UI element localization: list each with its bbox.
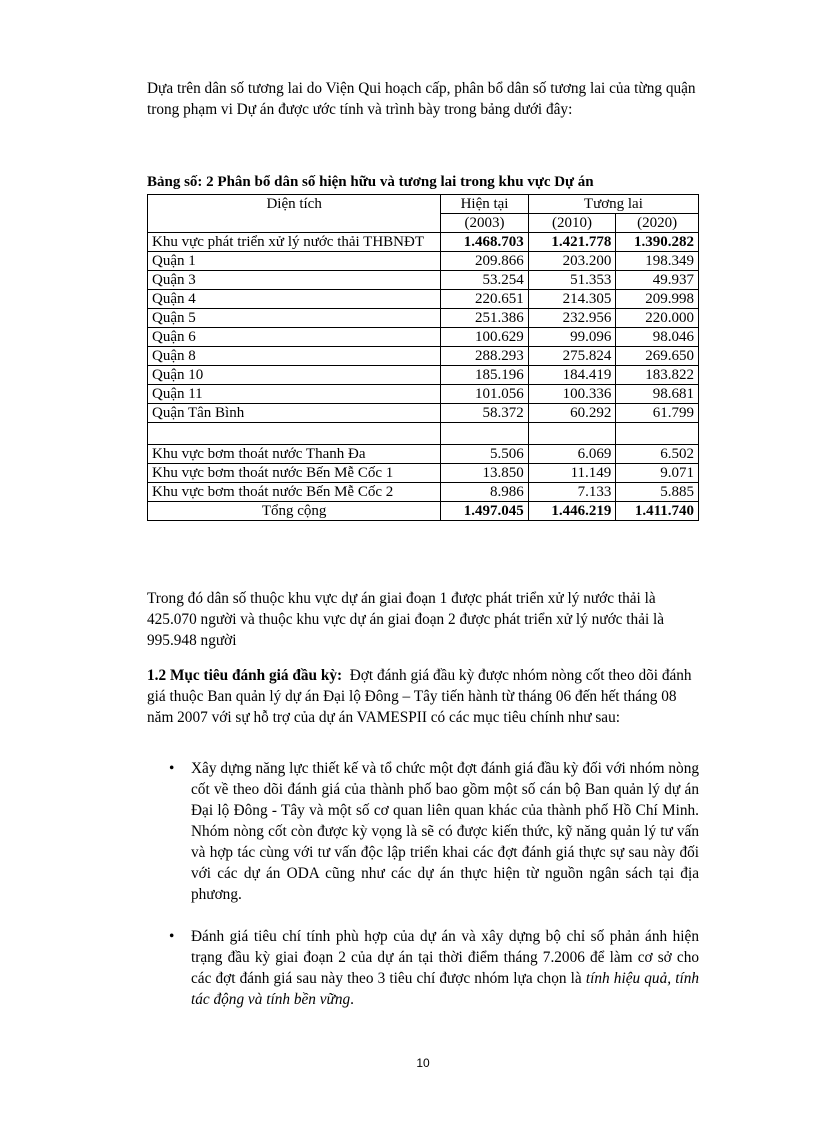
bullet-end: . (350, 991, 354, 1008)
table-row (148, 445, 699, 464)
row-2003: 100.629 (441, 328, 529, 347)
section-label: 1.2 Mục tiêu đánh giá đầu kỳ: (147, 667, 343, 684)
row-2003: 5.506 (441, 445, 529, 464)
table-caption: Bảng số: 2 Phân bổ dân số hiện hữu và tương lai trong khu vực Dự án (147, 174, 594, 190)
table-row (148, 309, 699, 328)
header-2020: (2020) (616, 214, 699, 233)
table-row (148, 328, 699, 347)
row-2010: 11.149 (528, 464, 616, 483)
table-total-row (148, 502, 699, 521)
table-row (148, 366, 699, 385)
header-2010: (2010) (528, 214, 616, 233)
row-name: Quận 1 (148, 252, 441, 271)
row-2010: 275.824 (528, 347, 616, 366)
row-2010: 6.069 (528, 445, 616, 464)
row-2003: 58.372 (441, 404, 529, 423)
row-name: Khu vực bơm thoát nước Bến Mễ Cốc 2 (148, 483, 441, 502)
table-row (148, 385, 699, 404)
table-row (148, 404, 699, 423)
row-name: Quận 3 (148, 271, 441, 290)
row-2010: 184.419 (528, 366, 616, 385)
row-name: Khu vực bơm thoát nước Bến Mễ Cốc 1 (148, 464, 441, 483)
list-item (147, 926, 699, 1010)
row-2003: 288.293 (441, 347, 529, 366)
row-2010: 60.292 (528, 404, 616, 423)
table-row (148, 252, 699, 271)
intro-paragraph: Dựa trên dân số tương lai do Viện Qui hoạch cấp, phân bổ dân số tương lai của từng quận trong phạm vi Dự án được ước tính và trình bày trong bảng dưới đây: (147, 80, 696, 118)
after-table-paragraph: Trong đó dân số thuộc khu vực dự án giai đoạn 1 được phát triển xử lý nước thải là 425.070 người và thuộc khu vực dự án giai đoạn 2 được phát triển xử lý nước thải là 995.948 người (147, 590, 665, 649)
row-2003: 13.850 (441, 464, 529, 483)
bullet-text: Xây dựng năng lực thiết kế và tổ chức một đợt đánh giá đầu kỳ đối với nhóm nòng cốt về theo dõi đánh giá của thành phố bao gồm một số cán bộ Ban quản lý dự án Đại lộ Đông - Tây và một số cơ quan liên quan khác của thành phố Hồ Chí Minh. Nhóm nòng cốt còn được kỳ vọng là sẽ có được kiến thức, kỹ năng quản lý tư vấn và hợp tác cùng với tư vấn độc lập triển khai các đợt đánh giá thực sự sau này đối với các dự án ODA cũng như các dự án thực hiện từ nguồn ngân sách tại địa phương. (191, 760, 699, 903)
bullet-icon: • (169, 928, 175, 945)
table-row (148, 464, 699, 483)
row-name: Quận Tân Bình (148, 404, 441, 423)
row-name: Khu vực bơm thoát nước Thanh Đa (148, 445, 441, 464)
row-2010: 7.133 (528, 483, 616, 502)
population-table (147, 194, 699, 521)
row-2003: 101.056 (441, 385, 529, 404)
row-2020: 6.502 (616, 445, 699, 464)
row-name: Quận 11 (148, 385, 441, 404)
row-name: Quận 10 (148, 366, 441, 385)
table-row (148, 271, 699, 290)
row-2003: 251.386 (441, 309, 529, 328)
row-2010: 51.353 (528, 271, 616, 290)
table-row (148, 290, 699, 309)
bullet-icon: • (169, 760, 175, 777)
total-2010: 1.446.219 (528, 502, 616, 521)
row-2020: 220.000 (616, 309, 699, 328)
row-2020: 209.998 (616, 290, 699, 309)
total-label: Tổng cộng (148, 502, 441, 521)
header-area: Diện tích (148, 195, 441, 233)
row-2003: 220.651 (441, 290, 529, 309)
total-2020: 1.411.740 (616, 502, 699, 521)
row-2010: 232.956 (528, 309, 616, 328)
row-2020: 98.046 (616, 328, 699, 347)
bullet-text: Đánh giá tiêu chí tính phù hợp của dự án và xây dựng bộ chỉ số phản ánh hiện trạng đầu kỳ giai đoạn 2 của dự án tại thời điểm tháng 7.2006 để làm cơ sở cho các đợt đánh giá sau này theo 3 tiêu chí được nhóm lựa chọn là (191, 928, 699, 987)
row-2003: 53.254 (441, 271, 529, 290)
row-name: Quận 6 (148, 328, 441, 347)
row-2020: 49.937 (616, 271, 699, 290)
row-2020: 61.799 (616, 404, 699, 423)
objectives-list (147, 758, 699, 1031)
row-2020: 1.390.282 (616, 233, 699, 252)
header-current-year: (2003) (441, 214, 529, 233)
row-2010: 214.305 (528, 290, 616, 309)
list-item (147, 758, 699, 905)
row-name: Quận 4 (148, 290, 441, 309)
table-row (148, 233, 699, 252)
row-name: Khu vực phát triển xử lý nước thải THBNĐT (148, 233, 441, 252)
row-2003: 209.866 (441, 252, 529, 271)
row-2020: 98.681 (616, 385, 699, 404)
row-2020: 269.650 (616, 347, 699, 366)
row-name: Quận 8 (148, 347, 441, 366)
row-2003: 8.986 (441, 483, 529, 502)
row-2020: 183.822 (616, 366, 699, 385)
table-row-empty (148, 423, 699, 445)
empty-cell (616, 423, 699, 445)
row-2010: 99.096 (528, 328, 616, 347)
page-number: 10 (416, 1056, 430, 1070)
section-paragraph (147, 665, 699, 728)
table-row (148, 347, 699, 366)
empty-cell (528, 423, 616, 445)
row-2003: 1.468.703 (441, 233, 529, 252)
row-name: Quận 5 (148, 309, 441, 328)
row-2003: 185.196 (441, 366, 529, 385)
table-row (148, 483, 699, 502)
bullet-italic-text: tính hiệu quả, tính tác động và tính bền vững (191, 970, 700, 1008)
row-2020: 5.885 (616, 483, 699, 502)
total-2003: 1.497.045 (441, 502, 529, 521)
row-2010: 203.200 (528, 252, 616, 271)
row-2010: 100.336 (528, 385, 616, 404)
section-text: Đợt đánh giá đầu kỳ được nhóm nòng cốt theo dõi đánh giá thuộc Ban quản lý dự án Đại lộ Đông – Tây tiến hành từ tháng 06 đến hết tháng 08 năm 2007 với sự hỗ trợ của dự án VAMESPII có các mục tiêu chính như sau: (147, 667, 692, 726)
header-future: Tương lai (528, 195, 698, 214)
empty-cell (441, 423, 529, 445)
row-2020: 9.071 (616, 464, 699, 483)
header-current: Hiện tại (441, 195, 529, 214)
row-2020: 198.349 (616, 252, 699, 271)
empty-cell (148, 423, 441, 445)
row-2010: 1.421.778 (528, 233, 616, 252)
